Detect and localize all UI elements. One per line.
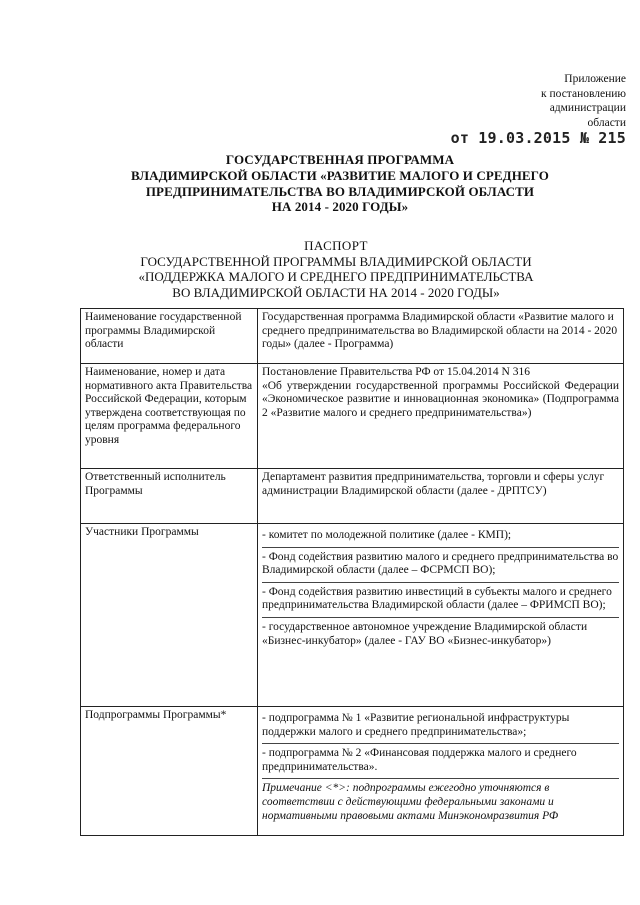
row-value (258, 309, 624, 364)
table-row (81, 707, 624, 836)
passport-title-line: «ПОДДЕРЖКА МАЛОГО И СРЕДНЕГО ПРЕДПРИНИМАТЕЛЬСТВА (138, 269, 534, 285)
program-title-line: ГОСУДАРСТВЕННАЯ ПРОГРАММА (225, 152, 455, 167)
row-value (258, 524, 624, 707)
passport-title (96, 238, 576, 300)
program-title-line: НА 2014 - 2020 ГОДЫ» (271, 199, 409, 215)
passport-table (80, 308, 624, 836)
appendix-block (466, 72, 626, 130)
table-row (81, 524, 624, 707)
appendix-line: области (587, 116, 626, 129)
appendix-line: администрации (549, 102, 626, 115)
appendix-line: Приложение (564, 73, 626, 85)
passport-title-line: ГОСУДАРСТВЕННОЙ ПРОГРАММЫ ВЛАДИМИРСКОЙ ОБЛАСТИ (140, 253, 532, 269)
passport-title-line: ПАСПОРТ (304, 238, 368, 253)
row-label: Подпрограммы Программы* (81, 707, 258, 836)
participant-item: - Фонд содействия развитию малого и среднего предпринимательства во Владимирской области (далее – ФСРМСП ВО); (262, 547, 619, 582)
program-title-line: ВЛАДИМИРСКОЙ ОБЛАСТИ «РАЗВИТИЕ МАЛОГО И СРЕДНЕГО (131, 167, 549, 183)
row-value (258, 364, 624, 469)
row-label: Наименование государственной программы Владимирской области (81, 309, 258, 364)
participant-item: - комитет по молодежной политике (далее - КМП); (262, 529, 512, 541)
participant-item: - государственное автономное учреждение Владимирской области «Бизнес-инкубатор» (далее - ГАУ ВО «Бизнес-инкубатор») (262, 617, 619, 652)
program-title (110, 152, 570, 215)
program-title-line: ПРЕДПРИНИМАТЕЛЬСТВА ВО ВЛАДИМИРСКОЙ ОБЛАСТИ (145, 183, 535, 199)
appendix-line: к постановлению (541, 87, 626, 100)
row-value-text: «Об утверждении государственной программы Российской Федерации «Экономическое развитие и инновационная экономика» (Подпрограмма 2 «Развитие малого и среднего предпринимательства») (262, 379, 619, 419)
participant-item: - Фонд содействия развитию инвестиций в субъекты малого и среднего предпринимательства Владимирской области (далее – ФРИМСП ВО); (262, 582, 619, 617)
row-label: Участники Программы (81, 524, 258, 707)
row-value (258, 707, 624, 836)
row-label: Наименование, номер и дата нормативного акта Правительства Российской Федерации, которым утверждена соответствующая по целям программа федерального уровня (81, 364, 258, 469)
subprogram-note: Примечание <*>: подпрограммы ежегодно уточняются в соответствии с действующими федеральными законами и нормативными правовыми актами Минэкономразвития РФ (262, 778, 619, 827)
subprogram-item: - подпрограмма № 2 «Финансовая поддержка малого и среднего предпринимательства». (262, 743, 619, 778)
row-value-text: Постановление Правительства РФ от 15.04.2014 N 316 (262, 366, 530, 378)
passport-title-line: ВО ВЛАДИМИРСКОЙ ОБЛАСТИ НА 2014 - 2020 ГОДЫ» (172, 284, 500, 300)
row-value-text: Департамент развития предпринимательства, торговли и сферы услуг администрации Владимирской области (далее - ДРПТСУ) (262, 471, 605, 497)
subprogram-item: - подпрограмма № 1 «Развитие региональной инфраструктуры поддержки малого и среднего предпринимательства»; (262, 712, 570, 738)
row-value (258, 469, 624, 524)
table-row (81, 309, 624, 364)
date-number-stamp: от 19.03.2015 № 215 (450, 129, 626, 147)
row-label: Ответственный исполнитель Программы (81, 469, 258, 524)
row-value-text: Государственная программа Владимирской области «Развитие малого и среднего предпринимательства во Владимирской области на 2014 - 2020 годы» (далее - Программа) (262, 311, 618, 351)
table-row (81, 364, 624, 469)
table-row (81, 469, 624, 524)
